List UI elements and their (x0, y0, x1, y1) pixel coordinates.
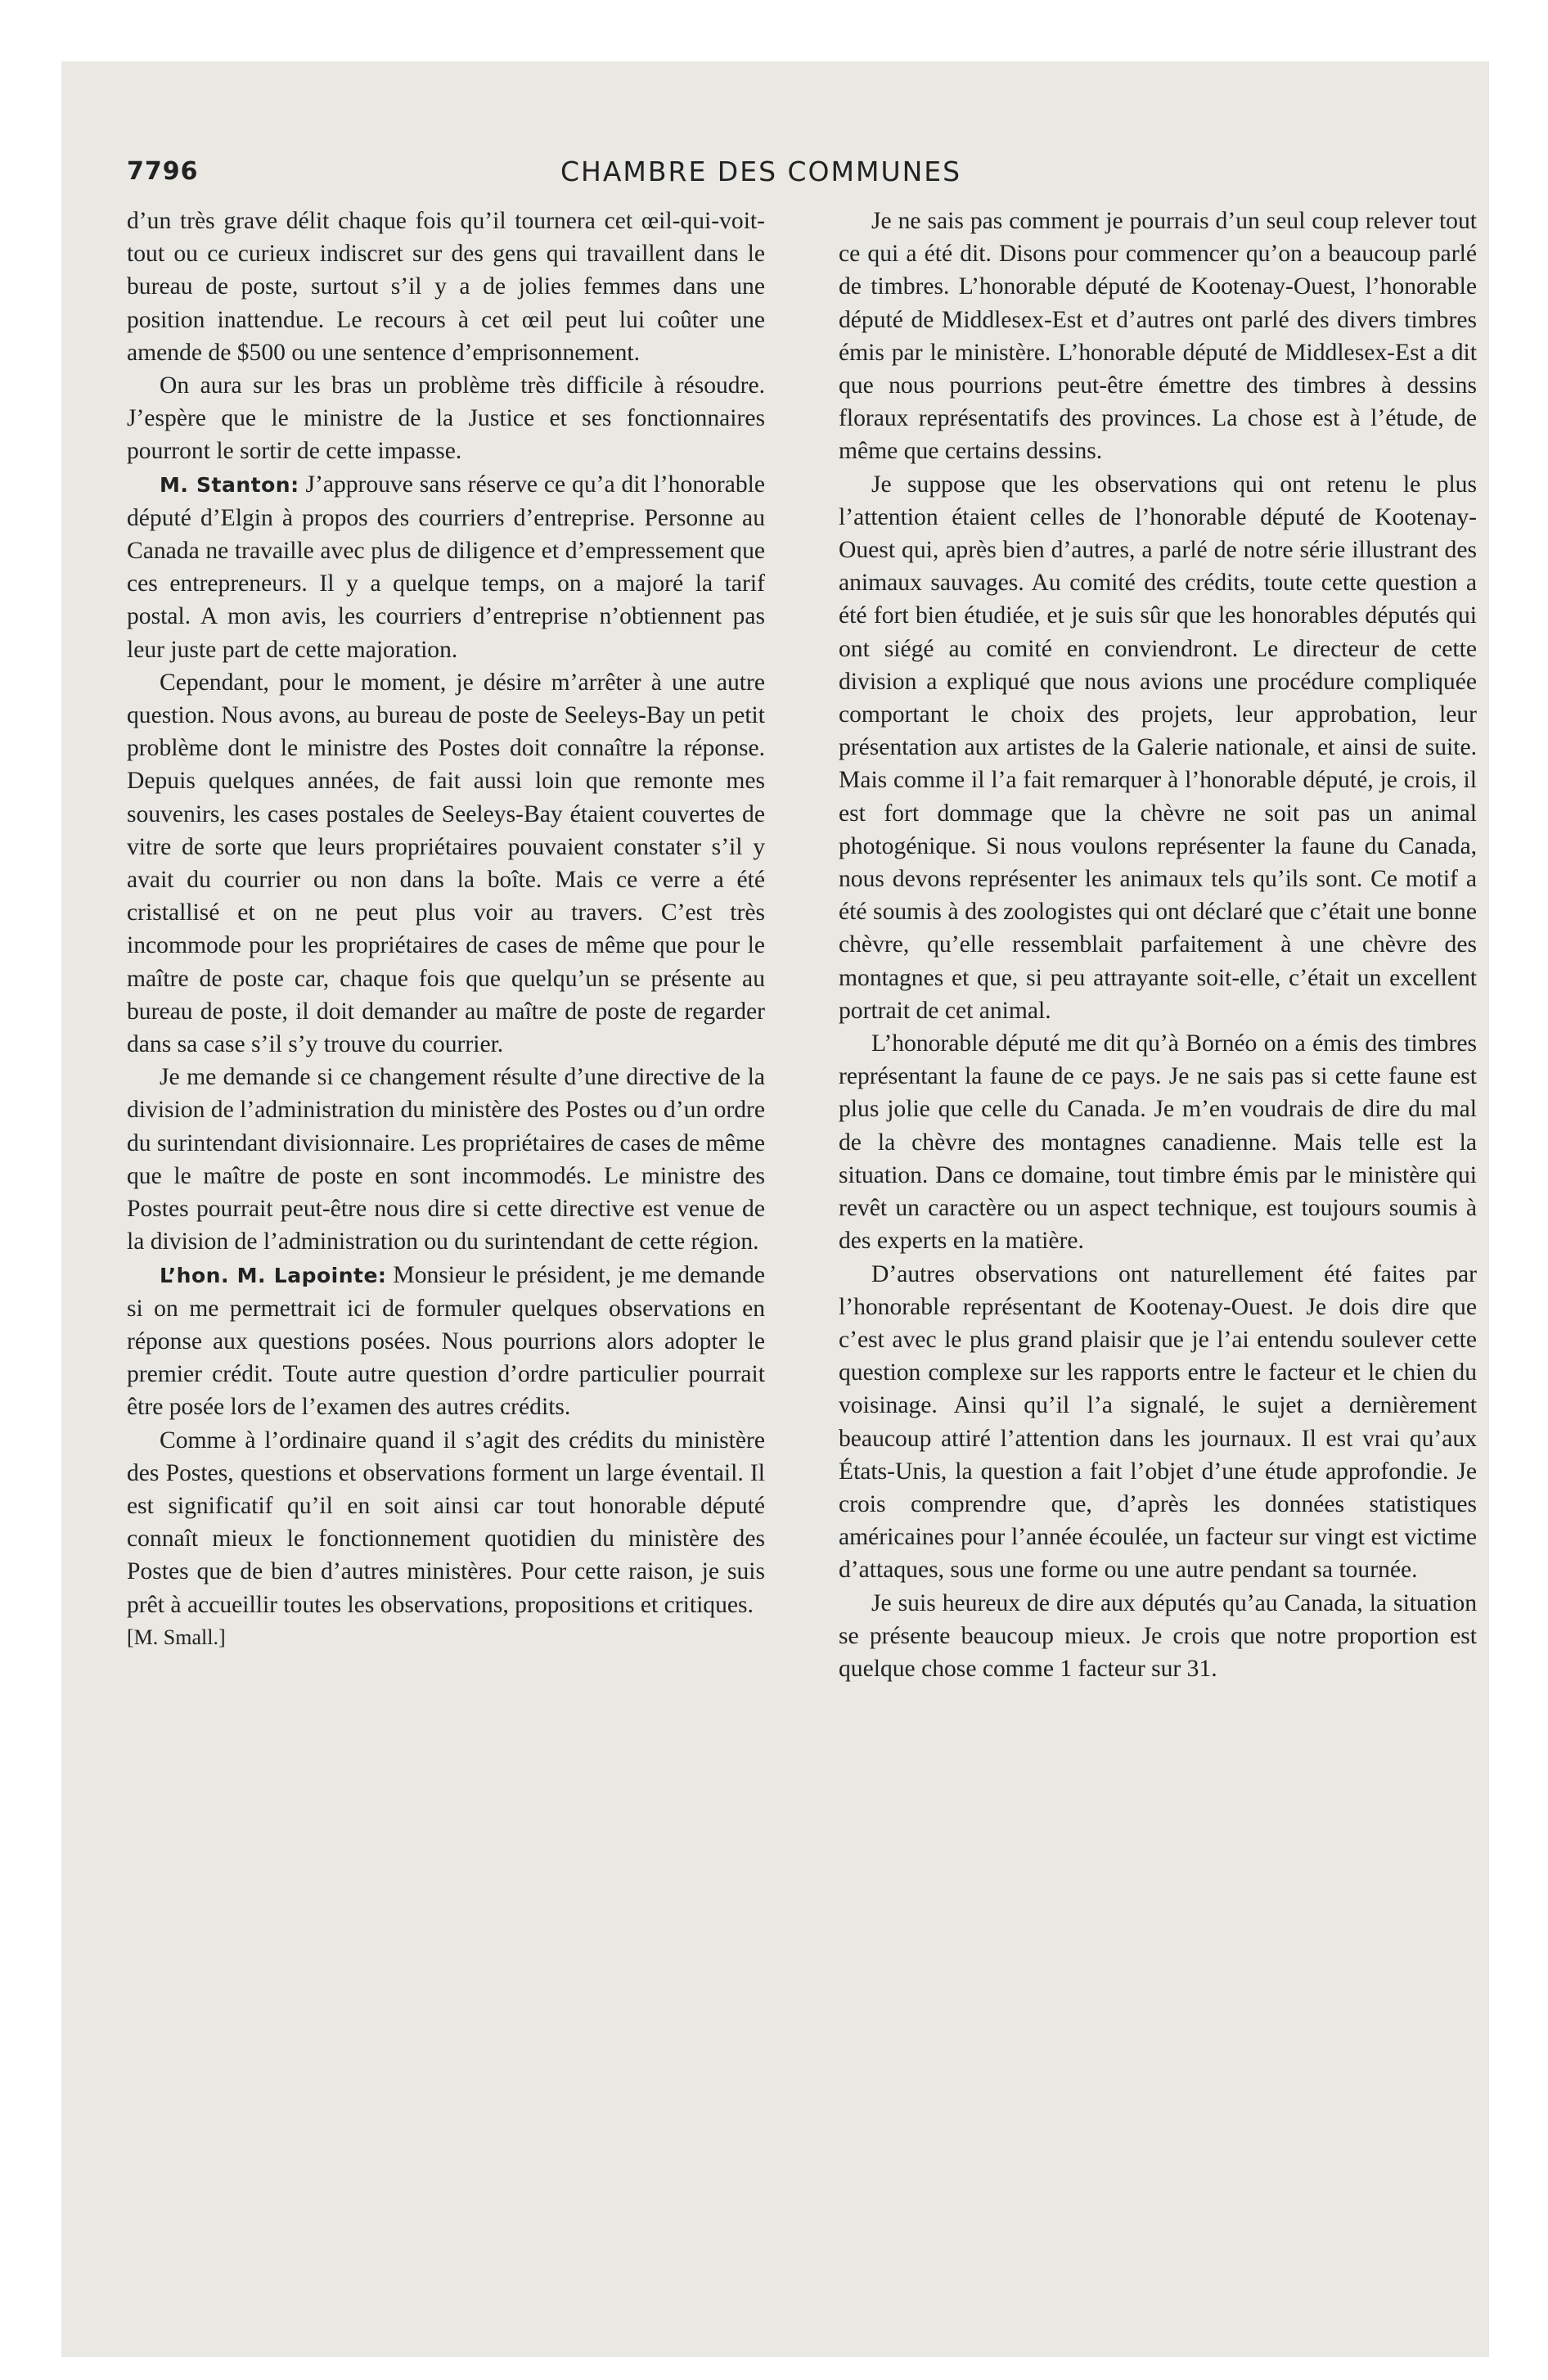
paragraph: Je suis heureux de dire aux députés qu’au Canada, la situation se présente beaucoup mieux. Je crois que notre proportion est quelque chose comme 1 facteur sur 31. (839, 1589, 1477, 1682)
speech-text: J’approuve sans réserve ce qu’a dit l’honorable député d’Elgin à propos des courriers d’entreprise. Personne au Canada ne travaille avec plus de diligence et d’empressement que ces entrepreneurs. Il y a quelque temps, on a majoré la tarif postal. A mon avis, les courriers d’entreprise n’obtiennent pas leur juste part de cette majoration. (127, 471, 765, 663)
left-column (127, 205, 765, 1685)
paragraph: Cependant, pour le moment, je désire m’arrêter à une autre question. Nous avons, au bureau de poste de Seeleys-Bay un petit problème dont le ministre des Postes doit connaître la réponse. Depuis quelques années, de fait aussi loin que remonte mes souvenirs, les cases postales de Seeleys-Bay étaient couvertes de vitre de sorte que leurs propriétaires pouvaient constater s’il y avait du courrier ou non dans la boîte. Mais ce verre a été cristallisé et on ne peut plus voir au travers. C’est très incommode pour les propriétaires de cases de même que pour le maître de poste car, chaque fois que quelqu’un se présente au bureau de poste, il doit demander au maître de poste de regarder dans sa case s’il s’y trouve du courrier. (127, 669, 765, 1058)
page-number: 7796 (127, 157, 199, 186)
paragraph: d’un très grave délit chaque fois qu’il tournera cet œil-qui-voit-tout ou ce curieux indiscret sur des gens qui travaillent dans le bureau de poste, surtout s’il y a de jolies femmes dans une position inattendue. Le recours à cet œil peut lui coûter une amende de $500 ou une sentence d’emprisonnement. (127, 208, 765, 366)
paragraph (127, 1259, 765, 1424)
paragraph (127, 468, 765, 666)
document-page (127, 147, 1477, 2292)
paragraph: D’autres observations ont naturellement été faites par l’honorable représentant de Kootenay-Ouest. Je dois dire que c’est avec le plus grand plaisir que je l’ai entendu soulever cette question complexe sur les rapports entre le facteur et le chien du voisinage. Ainsi qu’il l’a signalé, le sujet a dernièrement beaucoup attiré l’attention dans les journaux. Il est vrai qu’aux États-Unis, la question a fait l’objet d’une étude approfondie. Je crois comprendre que, d’après les données statistiques américaines pour l’année écoulée, un facteur sur vingt est victime d’attaques, sous une forme ou une autre pendant sa tournée. (839, 1260, 1477, 1584)
paragraph: Comme à l’ordinaire quand il s’agit des crédits du ministère des Postes, questions et observations forment un large éventail. Il est significatif qu’il en soit ainsi car tout honorable député connaît mieux le fonctionnement quotidien du ministère des Postes que de bien d’autres ministères. Pour cette raison, je suis prêt à accueillir toutes les observations, propositions et critiques. (127, 1427, 765, 1618)
speech-text: Monsieur le président, je me demande si on me permettrait ici de formuler quelques observations en réponse aux questions posées. Nous pourrions alors adopter le premier crédit. Toute autre question d’ordre particulier pourrait être posée lors de l’examen des autres crédits. (127, 1261, 766, 1421)
paragraph: Je suppose que les observations qui ont retenu le plus l’attention étaient celles de l’honorable député de Kootenay-Ouest qui, après bien d’autres, a parlé de notre série illustrant des animaux sauvages. Au comité des crédits, toute cette question a été fort bien étudiée, et je suis sûr que les honorables députés qui ont siégé au comité en conviendront. Le directeur de cette division a expliqué que nous avions une procédure compliquée comportant le choix des projets, leur approbation, leur présentation aux artistes de la Galerie nationale, et ainsi de suite. Mais comme il l’a fait remarquer à l’honorable député, je crois, il est fort dommage que la chèvre ne soit pas un animal photogénique. Si nous voulons représenter la faune du Canada, nous devons représenter les animaux tels qu’ils sont. Ce motif a été soumis à des zoologistes qui ont déclaré que c’était une bonne chèvre, qu’elle ressemblait parfaitement à une chèvre des montagnes et que, si peu attrayante soit-elle, c’était un excellent portrait de cet animal. (839, 471, 1477, 1024)
paragraph: Je me demande si ce changement résulte d’une directive de la division de l’administration du ministère des Postes ou d’un ordre du surintendant divisionnaire. Les propriétaires de cases de même que le maître de poste en sont incommodés. Le ministre des Postes pourrait peut-être nous dire si cette directive est venue de la division de l’administration ou du surintendant de cette région. (127, 1064, 766, 1255)
right-column (839, 205, 1477, 1685)
paragraph: L’honorable député me dit qu’à Bornéo on a émis des timbres représentant la faune de ce pays. Je ne sais pas si cette faune est plus jolie que celle du Canada. Je m’en voudrais de dire du mal de la chèvre des montagnes canadienne. Mais telle est la situation. Dans ce domaine, tout timbre émis par le ministère qui revêt un caractère ou un aspect technique, est toujours soumis à des experts en la matière. (839, 1030, 1477, 1255)
running-head: CHAMBRE DES COMMUNES (560, 156, 962, 187)
speaker-name: M. Stanton: (160, 472, 299, 497)
paragraph: On aura sur les bras un problème très difficile à résoudre. J’espère que le ministre de la Justice et ses fonctionnaires pourront le sortir de cette impasse. (127, 372, 765, 465)
footer-reference: [M. Small.] (127, 1625, 226, 1649)
speaker-name: L’hon. M. Lapointe: (160, 1263, 387, 1287)
page-header (127, 147, 1477, 205)
paragraph: Je ne sais pas comment je pourrais d’un seul coup relever tout ce qui a été dit. Disons pour commencer qu’on a beaucoup parlé de timbres. L’honorable député de Kootenay-Ouest, l’honorable député de Middlesex-Est et d’autres ont parlé des divers timbres émis par le ministère. L’honorable député de Middlesex-Est a dit que nous pourrions peut-être émettre des timbres à dessins floraux représentatifs des provinces. La chose est à l’étude, de même que certains dessins. (839, 208, 1477, 465)
text-columns (127, 205, 1477, 1685)
